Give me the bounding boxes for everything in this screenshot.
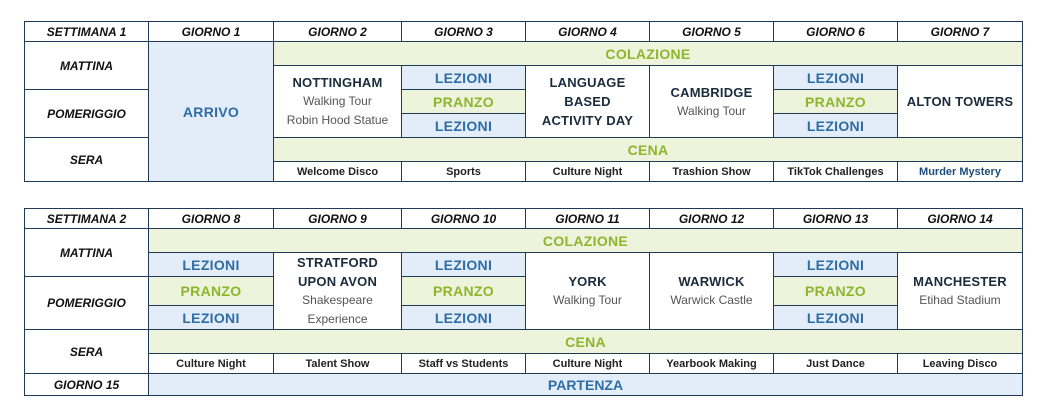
day-header: GIORNO 5 (650, 22, 774, 42)
day-header: GIORNO 6 (774, 22, 898, 42)
trip-title: ALTON TOWERS (906, 94, 1014, 109)
day-header: GIORNO 12 (650, 209, 774, 229)
evening-activity: Culture Night (526, 162, 650, 182)
day-header: GIORNO 14 (898, 209, 1023, 229)
cena-cell: CENA (274, 138, 1023, 162)
day-header: GIORNO 1 (149, 22, 274, 42)
pranzo-cell: PRANZO (402, 90, 526, 114)
pranzo-cell: PRANZO (402, 277, 526, 306)
trip-title: YORK (568, 274, 607, 289)
evening-activity: Culture Night (149, 354, 274, 374)
evening-activity: Trashion Show (650, 162, 774, 182)
evening-activity: TikTok Challenges (774, 162, 898, 182)
trip-sub: Walking Tour (677, 103, 746, 118)
warwick-cell (650, 253, 774, 330)
pranzo-cell: PRANZO (149, 277, 274, 306)
pranzo-cell: PRANZO (774, 90, 898, 114)
evening-activity: Welcome Disco (274, 162, 402, 182)
day-header: GIORNO 8 (149, 209, 274, 229)
row-label-sera: SERA (25, 138, 149, 182)
trip-title: LANGUAGE BASED (549, 75, 626, 109)
row-label-giorno15: GIORNO 15 (25, 374, 149, 396)
row-label-mattina: MATTINA (25, 229, 149, 277)
cambridge-cell (650, 66, 774, 138)
lezioni-cell: LEZIONI (402, 306, 526, 330)
trip-title: WARWICK (678, 274, 745, 289)
lezioni-cell: LEZIONI (774, 114, 898, 138)
lezioni-cell: LEZIONI (149, 306, 274, 330)
lezioni-cell: LEZIONI (149, 253, 274, 277)
evening-activity: Just Dance (774, 354, 898, 374)
day-header: GIORNO 3 (402, 22, 526, 42)
row-label-mattina: MATTINA (25, 42, 149, 90)
week-label: SETTIMANA 1 (25, 22, 149, 42)
lezioni-cell: LEZIONI (774, 66, 898, 90)
lezioni-cell: LEZIONI (774, 253, 898, 277)
stratford-cell (274, 253, 402, 330)
row-label-pomeriggio: POMERIGGIO (25, 90, 149, 138)
day-header: GIORNO 11 (526, 209, 650, 229)
evening-activity: Sports (402, 162, 526, 182)
week2-table (24, 208, 1023, 396)
alton-towers-cell (898, 66, 1023, 138)
nottingham-cell (274, 66, 402, 138)
evening-activity: Talent Show (274, 354, 402, 374)
manchester-cell (898, 253, 1023, 330)
trip-title: NOTTINGHAM (292, 75, 383, 90)
pranzo-cell: PRANZO (774, 277, 898, 306)
week-label: SETTIMANA 2 (25, 209, 149, 229)
day-header: GIORNO 7 (898, 22, 1023, 42)
trip-title: UPON AVON (297, 274, 378, 289)
lezioni-cell: LEZIONI (774, 306, 898, 330)
week1-table (24, 21, 1023, 182)
lezioni-cell: LEZIONI (402, 66, 526, 90)
cena-cell: CENA (149, 330, 1023, 354)
day-header: GIORNO 4 (526, 22, 650, 42)
week2-header-row (25, 209, 1023, 229)
evening-activity: Murder Mystery (898, 162, 1023, 182)
day-header: GIORNO 10 (402, 209, 526, 229)
lezioni-cell: LEZIONI (402, 114, 526, 138)
evening-activity: Yearbook Making (650, 354, 774, 374)
day-header: GIORNO 2 (274, 22, 402, 42)
lezioni-cell: LEZIONI (402, 253, 526, 277)
colazione-cell: COLAZIONE (149, 229, 1023, 253)
trip-sub: Walking Tour (553, 293, 622, 307)
trip-title: CAMBRIDGE (670, 84, 753, 100)
language-day-cell (526, 66, 650, 138)
day-header: GIORNO 13 (774, 209, 898, 229)
trip-sub: Robin Hood Statue (286, 113, 389, 127)
row-label-sera: SERA (25, 330, 149, 374)
trip-title: ACTIVITY DAY (541, 113, 634, 128)
trip-title: STRATFORD (297, 255, 378, 270)
evening-row (25, 354, 1023, 374)
row-label-pomeriggio: POMERIGGIO (25, 277, 149, 330)
week1-header-row (25, 22, 1023, 42)
evening-activity: Culture Night (526, 354, 650, 374)
trip-sub: Walking Tour (303, 94, 372, 108)
arrivo-cell: ARRIVO (149, 42, 274, 182)
trip-title: MANCHESTER (913, 274, 1007, 289)
evening-activity: Leaving Disco (898, 354, 1023, 374)
evening-activity: Staff vs Students (402, 354, 526, 374)
trip-sub: Warwick Castle (670, 293, 753, 307)
york-cell (526, 253, 650, 330)
trip-sub: Etihad Stadium (919, 293, 1001, 307)
trip-sub: Experience (307, 312, 368, 326)
partenza-cell: PARTENZA (149, 374, 1023, 396)
colazione-cell: COLAZIONE (274, 42, 1023, 66)
day-header: GIORNO 9 (274, 209, 402, 229)
trip-sub: Shakespeare (302, 293, 373, 307)
